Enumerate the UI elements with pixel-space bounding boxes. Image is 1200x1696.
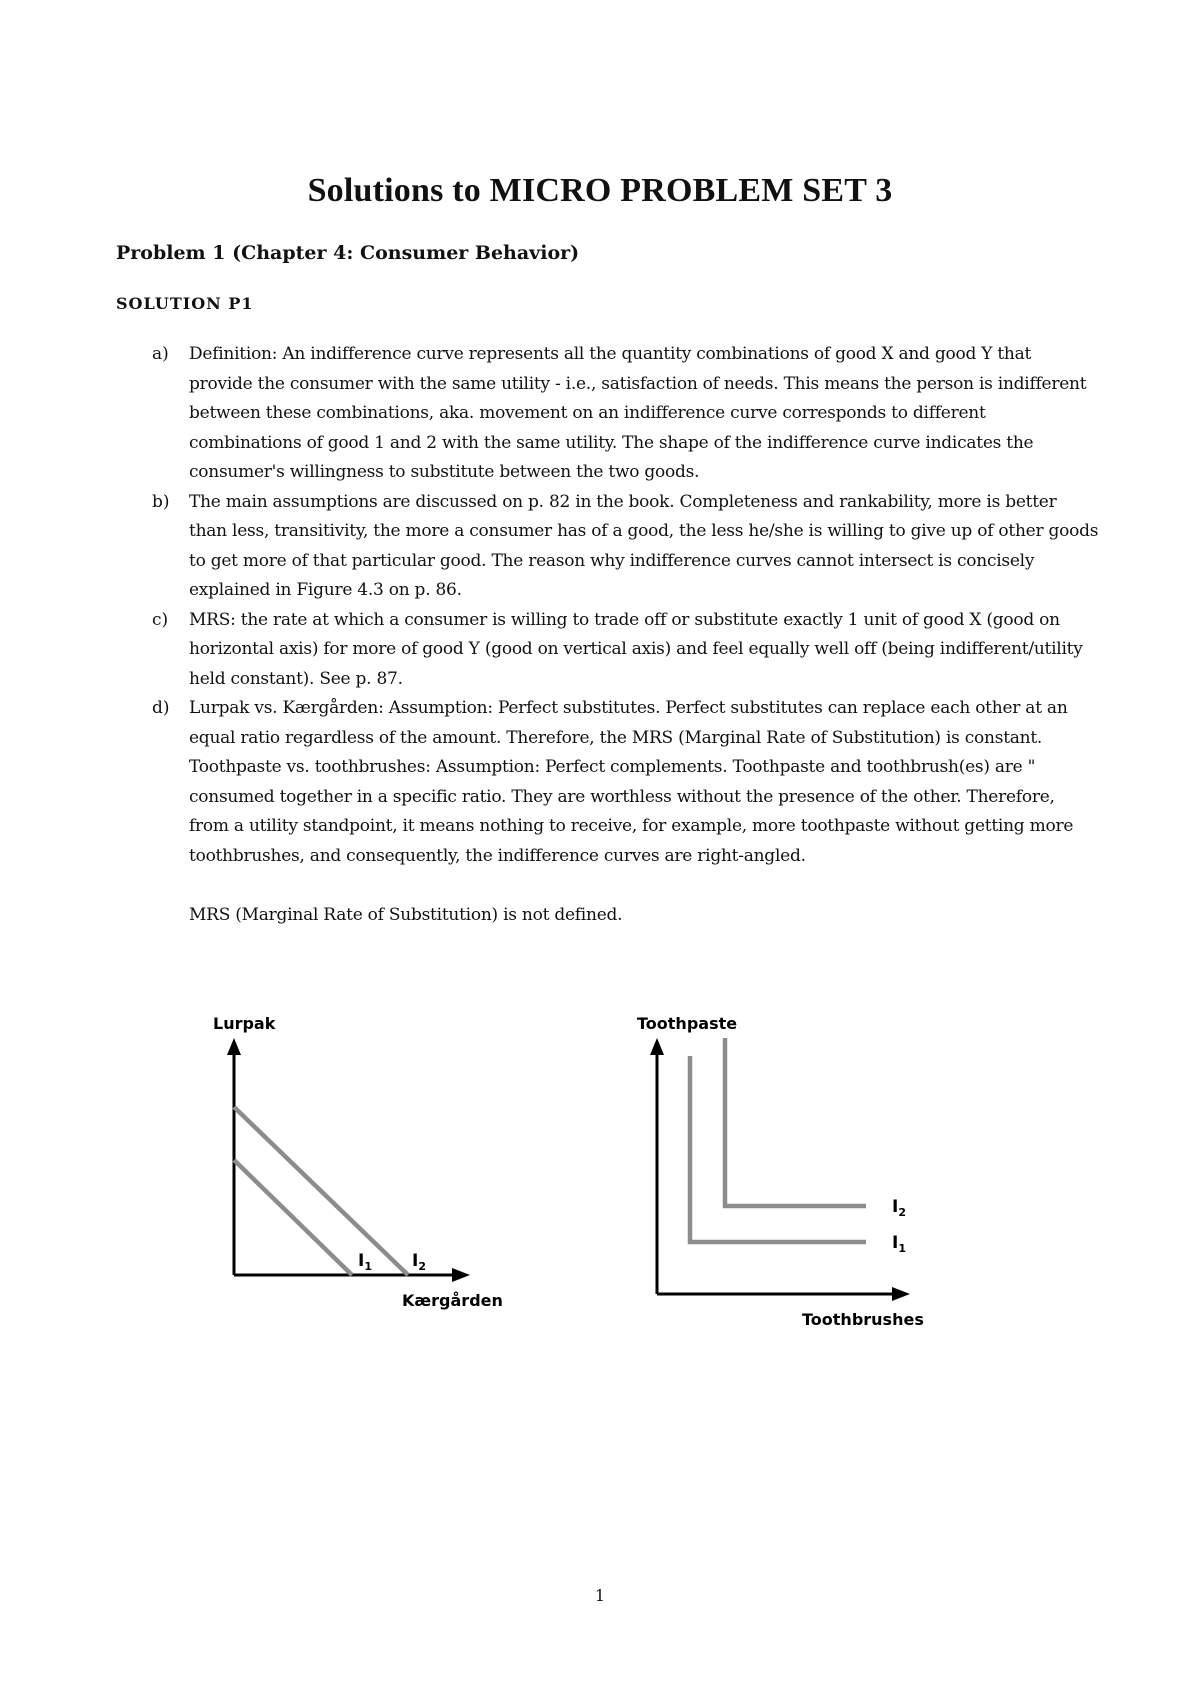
item-marker: c) [152,609,169,630]
indifference-curve-i2 [234,1107,408,1275]
solution-item-c [0,606,1200,695]
item-marker: d) [152,698,170,718]
item-text [189,340,1099,488]
problem-heading: Problem 1 (Chapter 4: Consumer Behavior) [116,242,580,264]
curve-label-i1: $I_1$ [358,1251,372,1273]
item-paragraph: MRS (Marginal Rate of Substitution) is not defined. [189,904,623,925]
indifference-curve-i1 [234,1160,352,1275]
curve-label-i1: $I_1$ [892,1233,906,1255]
indifference-curve-i1 [690,1056,866,1242]
item-text [189,606,1099,695]
item-marker: a) [152,344,169,364]
item-paragraph: Toothpaste vs. toothbrushes: Assumption: Perfect complements. Toothpaste and toothbrush(es) are " consumed together in a specific ratio. They are worthless without the presence of the other. Therefore, from a utility standpoint, it means nothing to receive, for example, more toothpaste without getting more toothbrushes, and consequently, the indifference curves are right-angled. [189,757,1074,866]
item-paragraph: The main assumptions are discussed on p. 82 in the book. Completeness and rankability, more is better than less, transitivity, the more a consumer has of a good, the less he/she is willing to give up of other goods to get more of that particular good. The reason why indifference curves cannot intersect is concisely explained in Figure 4.3 on p. 86. [189,491,1099,600]
curve-label-i2: $I_2$ [412,1251,426,1273]
y-axis-arrow-icon [227,1038,241,1055]
document-title: Solutions to MICRO PROBLEM SET 3 [307,172,893,209]
solution-item-b [0,488,1200,606]
x-axis-arrow-icon [452,1268,470,1282]
y-axis-label-lurpak: Lurpak [213,1014,276,1033]
item-paragraph: MRS: the rate at which a consumer is willing to trade off or substitute exactly 1 unit of good X (good on horizontal axis) for more of good Y (good on vertical axis) and feel equally well off (being indifferent/utility held constant). See p. 87. [189,609,1083,689]
complements-diagram [620,1000,940,1340]
x-axis-label-toothbrushes: Toothbrushes [802,1310,924,1329]
solution-item-a [0,340,1200,488]
y-axis-label-toothpaste: Toothpaste [637,1014,738,1033]
page-number: 1 [594,1586,606,1605]
item-paragraph: Definition: An indifference curve represents all the quantity combinations of good X and good Y that provide the consumer with the same utility - i.e., satisfaction of needs. This means the person is indifferent between these combinations, aka. movement on an indifference curve corresponds to different combinations of good 1 and 2 with the same utility. The shape of the indifference curve indicates the consumer's willingness to substitute between the two goods. [189,344,1087,482]
item-text [189,694,1099,930]
solution-list [0,340,1200,930]
curve-label-i2: $I_2$ [892,1197,906,1219]
y-axis-arrow-icon [650,1038,664,1055]
x-axis-label-kaergaarden: Kærgården [402,1291,503,1310]
substitutes-diagram [180,1000,520,1330]
x-axis-arrow-icon [892,1287,910,1301]
solution-item-d [0,694,1200,930]
solution-heading: SOLUTION P1 [116,294,254,313]
item-marker: b) [152,491,170,512]
item-text [189,488,1099,606]
item-paragraph: Lurpak vs. Kærgården: Assumption: Perfect substitutes. Perfect substitutes can replace each other at an equal ratio regardless of the amount. Therefore, the MRS (Marginal Rate of Substitution) is constant. [189,698,1068,748]
indifference-curve-i2 [725,1038,866,1206]
